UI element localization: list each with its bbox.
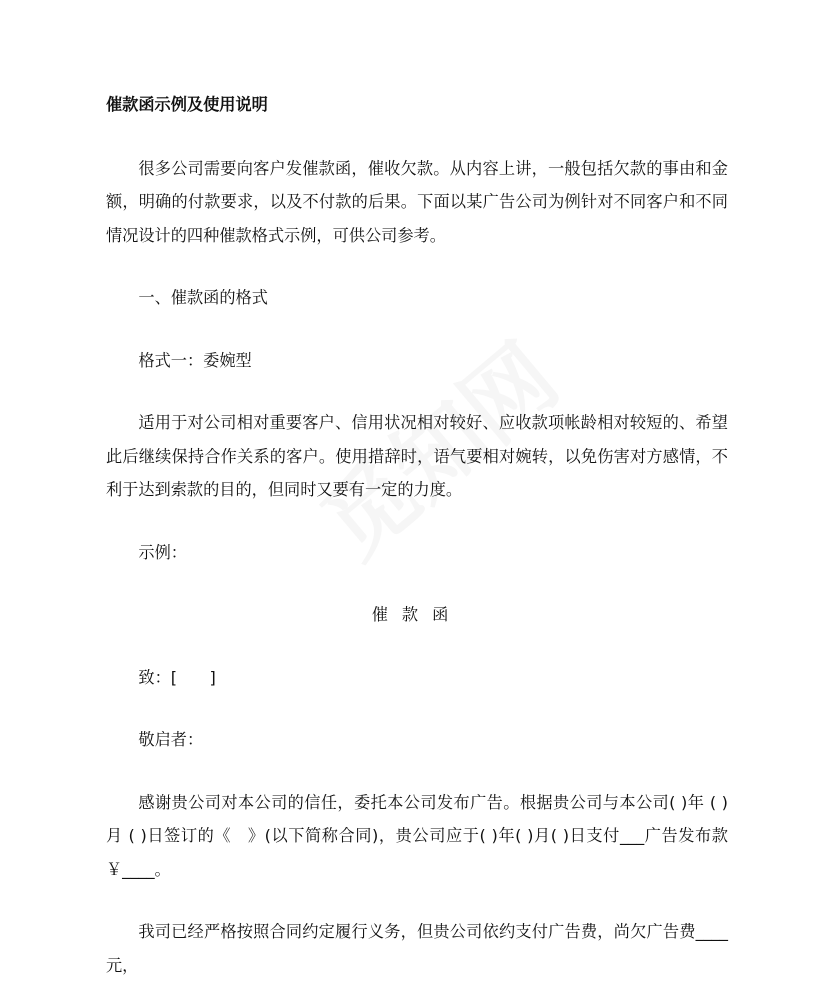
section-heading: 一、催款函的格式 [138, 288, 268, 307]
intro-paragraph: 很多公司需要向客户发催款函，催收欠款。从内容上讲，一般包括欠款的事由和金额，明确的付款要求，以及不付款的后果。下面以某广告公司为例针对不同客户和不同情况设计的四种催款格式示例，可供公司参考。 [106, 158, 728, 245]
format-heading: 格式一：委婉型 [138, 350, 252, 370]
document-body [106, 88, 728, 986]
document-title: 催款函示例及使用说明 [106, 95, 268, 114]
format-description: 适用于对公司相对重要客户、信用状况相对较好、应收款项帐龄相对较短的、希望此后继续保持合作关系的客户。使用措辞时，语气要相对婉转，以免伤害对方感情，不利于达到索款的目的，但同时又要有一定的力度。 [106, 413, 728, 499]
letter-salutation: 敬启者： [138, 730, 204, 749]
letter-body-1: 感谢贵公司对本公司的信任，委托本公司发布广告。根据贵公司与本公司( )年 ( )月 ( )日签订的《 》(以下简称合同)，贵公司应于( )年( )月( )日支付___广告发布款￥____。 [106, 792, 728, 879]
letter-title: 催款函 [371, 605, 463, 624]
letter-body-2: 我司已经严格按照合同约定履行义务，但贵公司依约支付广告费，尚欠广告费____元， [106, 922, 728, 975]
letter-recipient: 致：[ ] [138, 667, 216, 687]
example-label: 示例： [138, 542, 187, 562]
